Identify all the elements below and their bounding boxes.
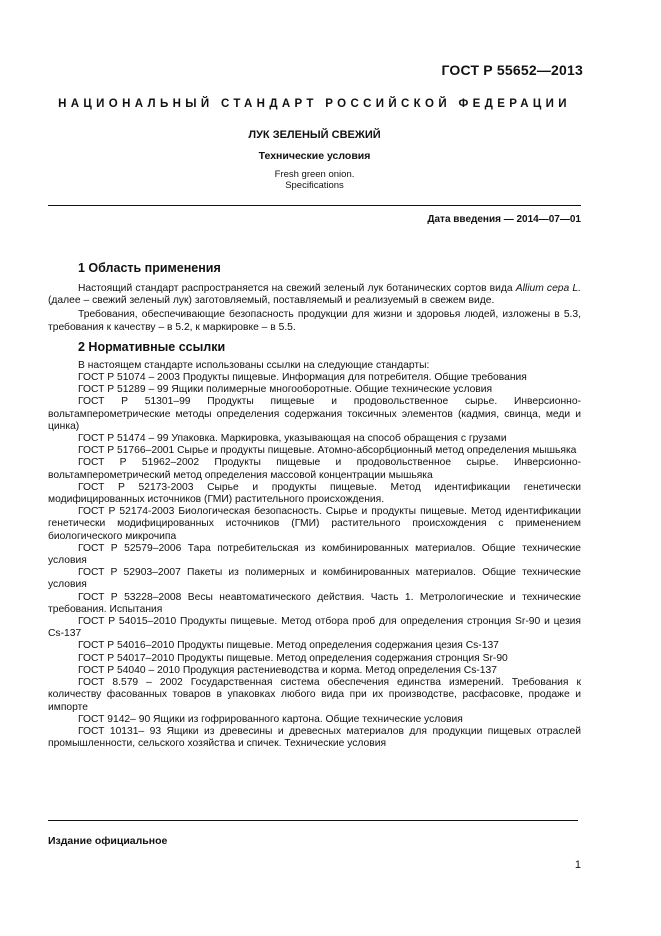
introduction-date: Дата введения — 2014—07—01: [427, 214, 581, 225]
reference-item: ГОСТ 8.579 – 2002 Государственная система обеспечения единства измерений. Требования к количеству фасованных товаров в упаковках любого вида при их производстве, расфасовке, продаже и импорте: [48, 677, 581, 713]
reference-item: ГОСТ Р 51962–2002 Продукты пищевые и продовольственное сырье. Инверсионно-вольтамперометрический метод определения массовой концентрации мышьяка: [48, 457, 581, 481]
reference-item: ГОСТ 9142– 90 Ящики из гофрированного картона. Общие технические условия: [78, 713, 463, 725]
reference-item: ГОСТ Р 54015–2010 Продукты пищевые. Метод отбора проб для определения стронция Sr-90 и цезия Cs-137: [48, 616, 581, 640]
page-number: 1: [574, 859, 581, 871]
footer-divider: [48, 820, 578, 821]
document-subtitle-ru: Технические условия: [258, 150, 371, 162]
national-standard-banner: НАЦИОНАЛЬНЫЙ СТАНДАРТ РОССИЙСКОЙ ФЕДЕРАЦИИ: [58, 98, 571, 110]
reference-item: ГОСТ Р 51766–2001 Сырье и продукты пищевые. Атомно-абсорбционный метод определения мышьяка: [78, 445, 577, 457]
section-2-intro: В настоящем стандарте использованы ссылки на следующие стандарты:: [78, 359, 430, 371]
latin-species-name: Allium сера L.: [515, 283, 581, 294]
reference-item: ГОСТ Р 52174-2003 Биологическая безопасность. Сырье и продукты пищевые. Метод идентификации генетически модифицированных источников (ГМИ) растительного происхождения с применением биологического микрочипа: [48, 506, 581, 542]
reference-item: ГОСТ Р 54017–2010 Продукты пищевые. Метод определения содержания стронция Sr-90: [78, 652, 508, 664]
reference-item: ГОСТ Р 51289 – 99 Ящики полимерные многооборотные. Общие технические условия: [78, 384, 493, 396]
reference-item: ГОСТ Р 54040 – 2010 Продукция растениеводства и корма. Метод определения Cs-137: [78, 664, 497, 676]
reference-item: ГОСТ Р 51301–99 Продукты пищевые и продовольственное сырье. Инверсионно-вольтамперометрические методы определения содержания токсичных элементов (кадмия, свинца, меди и цинка): [48, 396, 581, 432]
reference-item: ГОСТ 10131– 93 Ящики из древесины и древесных материалов для продукции пищевых отраслей промышленности, сельского хозяйства и спичек. Технические условия: [48, 725, 581, 750]
section-1-paragraph-1: [48, 283, 581, 307]
reference-item: ГОСТ Р 52173-2003 Сырье и продукты пищевые. Метод идентификации генетически модифицированных источников (ГМИ) растительного происхождения.: [48, 481, 581, 506]
reference-item: ГОСТ Р 54016–2010 Продукты пищевые. Метод определения содержания цезия Cs-137: [78, 640, 499, 652]
document-body: [48, 261, 581, 750]
reference-item: ГОСТ Р 53228–2008 Весы неавтоматического действия. Часть 1. Метрологические и технические требования. Испытания: [48, 591, 581, 615]
reference-item: ГОСТ Р 51474 – 99 Упаковка. Маркировка, указывающая на способ обращения с грузами: [78, 433, 507, 445]
header-divider: [48, 205, 581, 206]
official-edition-label: Издание официальное: [48, 835, 168, 847]
document-title-en: Fresh green onion.: [274, 169, 355, 180]
scope-text-start: Настоящий стандарт распространяется на свежий зеленый лук ботанических сортов вида: [78, 283, 516, 294]
reference-item: ГОСТ Р 52579–2006 Тара потребительская из комбинированных материалов. Общие технические условия: [48, 542, 581, 567]
reference-item: ГОСТ Р 52903–2007 Пакеты из полимерных и комбинированных материалов. Общие технические условия: [48, 567, 581, 591]
scope-text-end: (далее – свежий зеленый лук) заготовляемый, поставляемый и реализуемый в свежем виде.: [48, 295, 495, 307]
reference-item: ГОСТ Р 51074 – 2003 Продукты пищевые. Информация для потребителя. Общие требования: [78, 372, 527, 384]
document-title-ru: ЛУК ЗЕЛЕНЫЙ СВЕЖИЙ: [248, 129, 381, 141]
section-2-heading: 2 Нормативные ссылки: [78, 339, 226, 354]
gost-code: ГОСТ Р 55652—2013: [441, 62, 583, 78]
section-1-heading: 1 Область применения: [78, 261, 221, 275]
document-subtitle-en: Specifications: [285, 180, 344, 191]
section-1-paragraph-2: Требования, обеспечивающие безопасность продукции для жизни и здоровья людей, изложены в 5.3, требования к качеству – в 5.2, к маркировке – в 5.5.: [48, 309, 581, 333]
